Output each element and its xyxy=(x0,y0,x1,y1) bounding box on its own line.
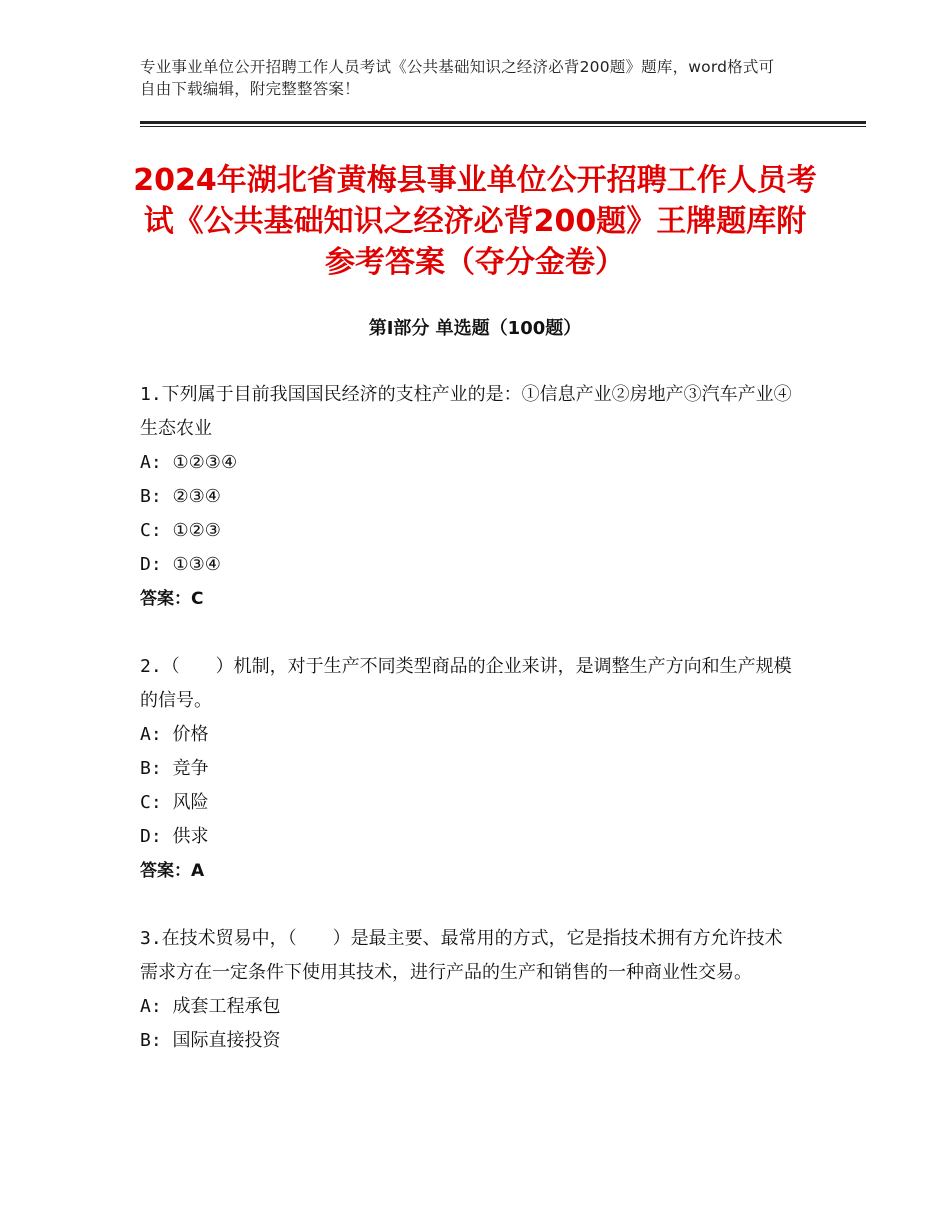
option-letter: C: xyxy=(140,792,162,813)
option-d xyxy=(140,820,800,854)
option-letter: B: xyxy=(140,758,162,779)
header-note: 专业事业单位公开招聘工作人员考试《公共基础知识之经济必背200题》题库，word格式可自由下载编辑，附完整整答案！ xyxy=(140,58,775,98)
option-b xyxy=(140,752,800,786)
answer-line: 答案：C xyxy=(140,589,204,609)
option-text: 国际直接投资 xyxy=(172,1030,281,1051)
option-text: 供求 xyxy=(172,826,209,847)
question-2 xyxy=(140,650,800,888)
question-1 xyxy=(140,378,800,616)
option-text: 成套工程承包 xyxy=(172,996,281,1017)
question-stem: 1.下列属于目前我国国民经济的支柱产业的是：①信息产业②房地产③汽车产业④生态农业 xyxy=(140,384,792,439)
option-a xyxy=(140,718,800,752)
option-letter: D: xyxy=(140,554,162,575)
question-3 xyxy=(140,922,800,1058)
option-text: ②③④ xyxy=(172,486,221,507)
question-stem: 2.（ ）机制，对于生产不同类型商品的企业来讲，是调整生产方向和生产规模的信号。 xyxy=(140,656,792,711)
option-d xyxy=(140,548,800,582)
option-letter: D: xyxy=(140,826,162,847)
option-text: ①②③ xyxy=(172,520,221,541)
option-text: 价格 xyxy=(172,724,209,745)
question-spacer xyxy=(140,888,800,922)
option-letter: B: xyxy=(140,486,162,507)
answer-line: 答案：A xyxy=(140,861,205,881)
option-text: 竞争 xyxy=(172,758,209,779)
question-list xyxy=(140,378,800,1058)
option-c xyxy=(140,786,800,820)
option-c xyxy=(140,514,800,548)
option-letter: B: xyxy=(140,1030,162,1051)
option-a xyxy=(140,990,800,1024)
question-spacer xyxy=(140,616,800,650)
option-b xyxy=(140,1024,800,1058)
option-text: 风险 xyxy=(172,792,209,813)
option-letter: C: xyxy=(140,520,162,541)
option-letter: A: xyxy=(140,452,162,473)
option-a xyxy=(140,446,800,480)
header-rule-thick xyxy=(140,121,866,124)
option-text: ①③④ xyxy=(172,554,221,575)
option-text: ①②③④ xyxy=(172,452,238,473)
section-title: 第Ⅰ部分 单选题（100题） xyxy=(368,318,582,339)
option-letter: A: xyxy=(140,996,162,1017)
question-stem: 3.在技术贸易中，（ ）是最主要、最常用的方式，它是指技术拥有方允许技术需求方在一定条件下使用其技术，进行产品的生产和销售的一种商业性交易。 xyxy=(140,928,783,983)
option-letter: A: xyxy=(140,724,162,745)
header-rule-thin xyxy=(140,126,866,127)
document-title: 2024年湖北省黄梅县事业单位公开招聘工作人员考试《公共基础知识之经济必背200题》王牌题库附参考答案（夺分金卷） xyxy=(133,163,817,280)
option-b xyxy=(140,480,800,514)
